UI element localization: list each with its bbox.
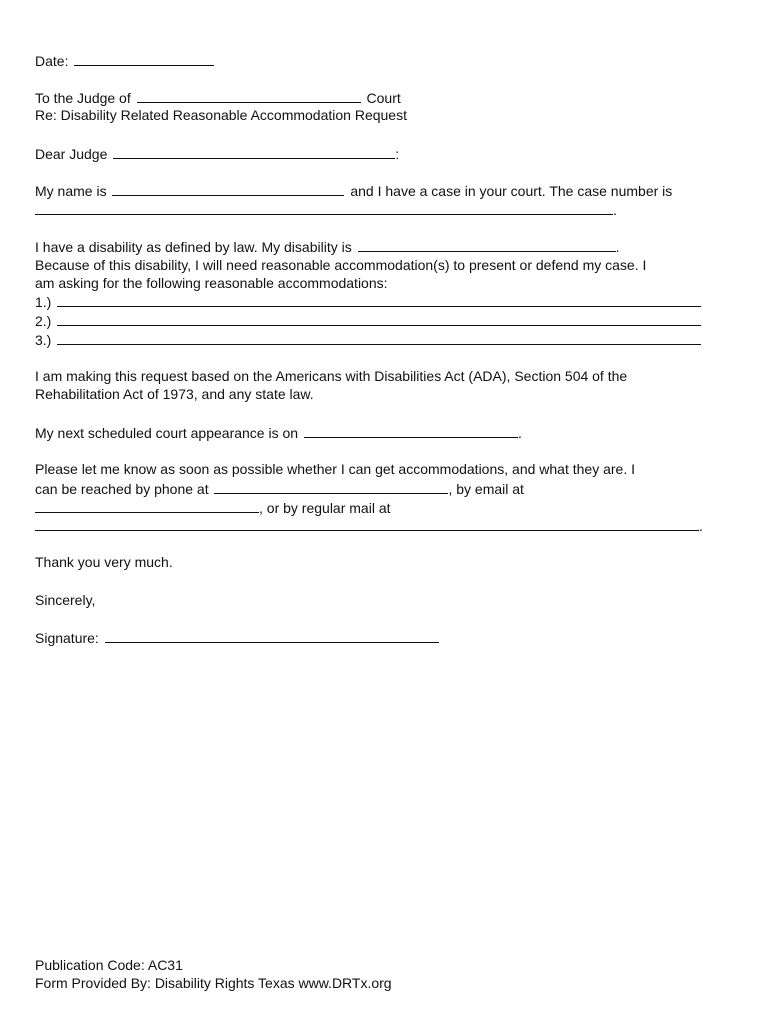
date-label: Date: xyxy=(35,53,69,69)
disability-period: . xyxy=(615,239,620,255)
mail-address-blank[interactable] xyxy=(35,516,699,531)
mail-address-line xyxy=(35,516,703,534)
disability-prefix: I have a disability as defined by law. My disability is xyxy=(35,239,352,255)
ada-line-2: Rehabilitation Act of 1973, and any state law. xyxy=(35,386,314,402)
signature-label: Signature: xyxy=(35,630,99,646)
accommodation-3-blank[interactable] xyxy=(57,330,701,345)
accommodation-item-2 xyxy=(35,311,703,329)
appearance-period: . xyxy=(517,425,522,441)
disability-blank[interactable] xyxy=(358,237,616,252)
mail-period: . xyxy=(699,518,703,534)
appearance-line xyxy=(35,423,522,441)
phone-line xyxy=(35,479,524,497)
mail-text: , or by regular mail at xyxy=(259,500,391,516)
asking-line: am asking for the following reasonable accommodations: xyxy=(35,275,388,291)
re-line: Re: Disability Related Reasonable Accommodation Request xyxy=(35,107,407,123)
email-mail-line xyxy=(35,498,391,516)
disability-line xyxy=(35,237,620,255)
because-line: Because of this disability, I will need reasonable accommodation(s) to present or defend my case. I xyxy=(35,257,647,273)
email-prefix: , by email at xyxy=(448,481,524,497)
to-judge-prefix: To the Judge of xyxy=(35,90,131,106)
name-suffix: and I have a case in your court. The case number is xyxy=(350,183,673,199)
court-name-blank[interactable] xyxy=(137,88,361,103)
provided-by: Form Provided By: Disability Rights Texas www.DRTx.org xyxy=(35,975,392,991)
name-prefix: My name is xyxy=(35,183,107,199)
appearance-date-blank[interactable] xyxy=(304,423,518,438)
ada-line-1: I am making this request based on the Americans with Disabilities Act (ADA), Section 504 of the xyxy=(35,368,628,384)
dear-judge-line xyxy=(35,144,399,162)
case-number-blank[interactable] xyxy=(35,200,613,215)
item-1-number: 1.) xyxy=(35,294,52,310)
phone-prefix: can be reached by phone at xyxy=(35,481,209,497)
accommodation-2-blank[interactable] xyxy=(57,311,701,326)
to-judge-line xyxy=(35,88,401,106)
dear-judge-prefix: Dear Judge xyxy=(35,146,108,162)
contact-line-1: Please let me know as soon as possible whether I can get accommodations, and what they are. I xyxy=(35,461,635,477)
name-line xyxy=(35,181,672,199)
name-blank[interactable] xyxy=(112,181,344,196)
item-3-number: 3.) xyxy=(35,332,52,348)
signature-blank[interactable] xyxy=(105,628,439,643)
appearance-prefix: My next scheduled court appearance is on xyxy=(35,425,299,441)
date-line xyxy=(35,51,216,69)
publication-code: Publication Code: AC31 xyxy=(35,957,183,973)
thanks-line: Thank you very much. xyxy=(35,554,173,570)
signature-line xyxy=(35,628,441,646)
judge-name-blank[interactable] xyxy=(113,144,395,159)
phone-blank[interactable] xyxy=(214,479,448,494)
date-blank[interactable] xyxy=(74,51,214,66)
dear-judge-suffix: : xyxy=(395,146,400,162)
accommodation-item-1 xyxy=(35,292,703,310)
to-judge-suffix: Court xyxy=(366,90,401,106)
case-number-period: . xyxy=(613,202,617,218)
case-number-line xyxy=(35,200,617,218)
item-2-number: 2.) xyxy=(35,313,52,329)
accommodation-item-3 xyxy=(35,330,703,348)
accommodation-1-blank[interactable] xyxy=(57,292,701,307)
sincerely-line: Sincerely, xyxy=(35,592,96,608)
email-blank[interactable] xyxy=(35,498,259,513)
